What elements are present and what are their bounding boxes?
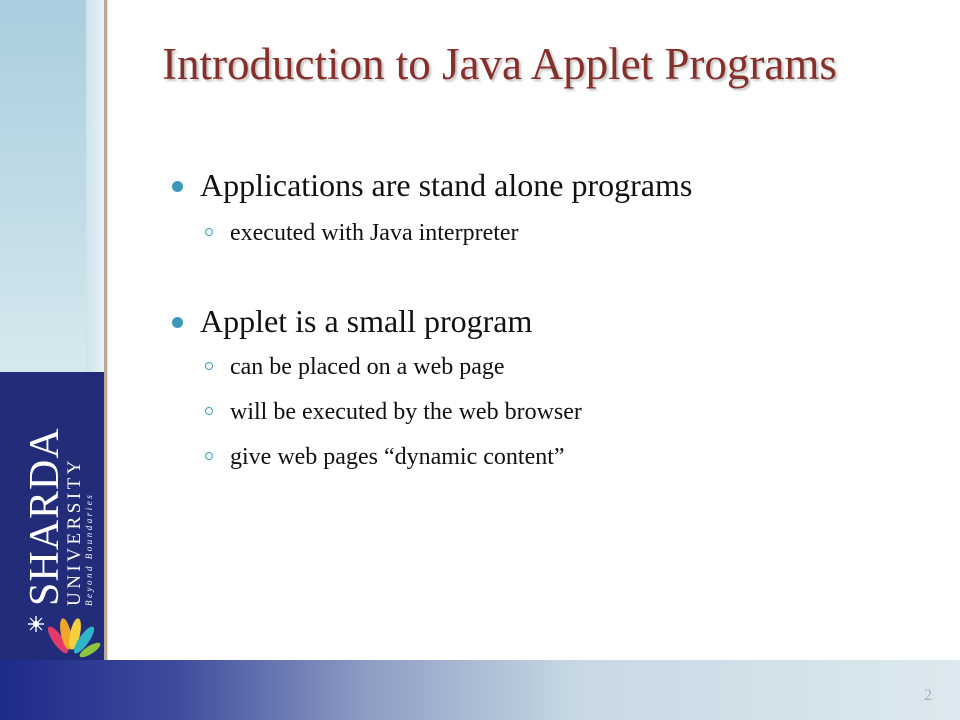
sub-bullet-item	[168, 442, 908, 472]
sub-bullet-text: executed with Java interpreter	[230, 220, 519, 246]
sub-bullet-item	[168, 352, 908, 382]
bullet-ring-icon	[205, 407, 213, 415]
vertical-divider-highlight	[107, 0, 108, 660]
left-band-highlight	[86, 0, 104, 372]
sub-bullet-item	[168, 218, 908, 248]
university-logo-graphic	[0, 372, 104, 660]
sub-bullet-item	[168, 397, 908, 427]
logo-name-text: SHARDA	[22, 427, 68, 606]
bullet-item	[168, 302, 908, 340]
logo-tagline-text: Beyond Boundaries	[84, 492, 94, 606]
footer-bar	[0, 660, 960, 720]
bullet-list	[168, 160, 908, 472]
slide-title: Introduction to Java Applet Programs	[162, 39, 837, 89]
bullet-ring-icon	[205, 228, 213, 236]
bullet-text: Applet is a small program	[200, 303, 533, 339]
bullet-ring-icon	[205, 362, 213, 370]
sub-bullet-text: will be executed by the web browser	[230, 399, 582, 425]
logo-subtitle-text: UNIVERSITY	[64, 457, 85, 606]
slide-number: 2	[924, 687, 932, 704]
logo-sun-icon	[28, 616, 44, 632]
bullet-text: Applications are stand alone programs	[200, 167, 693, 203]
university-logo	[0, 372, 104, 660]
bullet-dot-icon	[172, 181, 183, 192]
bullet-item	[168, 166, 908, 204]
sub-bullet-text: give web pages “dynamic content”	[230, 444, 565, 470]
bullet-ring-icon	[205, 452, 213, 460]
sub-bullet-text: can be placed on a web page	[230, 354, 505, 380]
logo-petals-icon	[45, 617, 103, 659]
bullet-dot-icon	[172, 317, 183, 328]
